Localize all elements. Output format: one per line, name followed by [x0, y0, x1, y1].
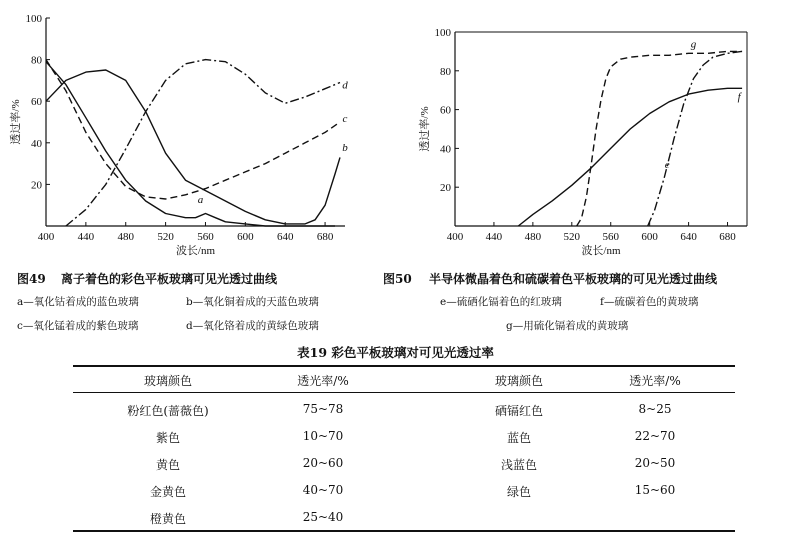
x-tick-label: 480	[117, 231, 134, 243]
table-cell: 金黄色	[149, 485, 187, 499]
x-tick-label: 480	[524, 231, 542, 243]
x-tick-label: 640	[680, 231, 697, 243]
fig49-caption-number: 图49	[17, 272, 46, 286]
x-tick-label: 640	[276, 231, 294, 243]
y-tick-label: 80	[440, 65, 451, 78]
table-header-color-1: 玻璃颜色	[143, 374, 193, 388]
y-tick-label: 60	[31, 96, 42, 109]
table-cell: 蓝色	[506, 431, 532, 445]
series-label-a: a	[197, 194, 204, 207]
series-label-e: e	[664, 158, 670, 171]
y-tick-label: 100	[25, 13, 42, 25]
series-label-f: f	[737, 90, 741, 103]
x-tick-label: 400	[37, 231, 55, 243]
series-label-d: d	[342, 79, 348, 92]
table-cell: 黄色	[155, 458, 181, 472]
fig50-legend-g: g—用硫化镉着成的黄玻璃	[506, 320, 629, 332]
fig49-caption-text: 离子着色的彩色平板玻璃可见光透过曲线	[61, 272, 278, 286]
table-cell: 10~70	[302, 429, 344, 443]
series-label-c: c	[342, 113, 348, 125]
x-tick-label: 600	[641, 231, 658, 243]
y-axis-label: 透过率/%	[10, 99, 22, 145]
series-label-g: g	[690, 38, 697, 51]
series-label-b: b	[342, 142, 348, 155]
table-cell: 橙黄色	[149, 512, 187, 526]
table-cell: 20~50	[634, 456, 676, 470]
series-line-e	[648, 51, 742, 226]
x-tick-label: 440	[485, 231, 503, 243]
y-tick-label: 40	[440, 143, 451, 156]
table-header-rate-1: 透光率/%	[297, 374, 349, 388]
x-tick-label: 440	[77, 231, 95, 243]
table-cell: 40~70	[302, 483, 344, 497]
fig50-caption-text: 半导体微晶着色和硫碳着色平板玻璃的可见光透过曲线	[429, 272, 718, 286]
table-cell: 20~60	[302, 456, 344, 470]
table-top-rule	[73, 365, 735, 367]
table-cell: 75~78	[302, 402, 344, 416]
table-bottom-rule	[73, 530, 735, 532]
fig49-legend-c: c—氧化锰着成的紫色玻璃	[17, 320, 139, 332]
table-cell: 8~25	[638, 402, 672, 416]
table-cell: 绿色	[506, 485, 532, 499]
x-axis-label: 波长/nm	[581, 245, 621, 257]
fig50-chart	[0, 0, 791, 270]
x-tick-label: 400	[446, 231, 464, 243]
fig49-legend-d: d—氧化铬着成的黄绿色玻璃	[186, 320, 319, 332]
x-tick-label: 680	[719, 231, 736, 243]
table-cell: 浅蓝色	[500, 458, 538, 472]
x-tick-label: 520	[157, 231, 174, 243]
fig50-caption-number: 图50	[383, 272, 412, 286]
fig49-legend-b: b—氧化铜着成的天蓝色玻璃	[186, 296, 319, 308]
x-tick-label: 680	[316, 231, 334, 243]
fig50-legend-e: e—硫硒化镉着色的红玻璃	[440, 296, 562, 308]
y-tick-label: 60	[440, 104, 451, 117]
table-title: 表19 彩色平板玻璃对可见光透过率	[297, 345, 494, 360]
y-tick-label: 80	[31, 54, 42, 67]
fig49-legend-a: a—氧化钴着成的蓝色玻璃	[17, 296, 139, 308]
table-cell: 25~40	[302, 510, 344, 524]
table-header-rate-2: 透光率/%	[629, 374, 681, 388]
y-tick-label: 100	[434, 27, 451, 39]
series-line-g	[577, 51, 742, 226]
x-tick-label: 520	[563, 231, 581, 243]
y-axis-label: 透过率/%	[419, 106, 431, 152]
table-header-rule	[73, 392, 735, 393]
table-cell: 粉红色(蔷薇色)	[127, 404, 209, 418]
x-tick-label: 560	[197, 231, 214, 243]
table-cell: 22~70	[634, 429, 676, 443]
x-axis-label: 波长/nm	[175, 245, 216, 257]
table-cell: 硒镉红色	[494, 404, 544, 418]
fig50-legend-f: f—硫碳着色的黄玻璃	[600, 296, 699, 308]
y-tick-label: 20	[31, 179, 42, 192]
y-tick-label: 20	[440, 182, 451, 195]
table-cell: 15~60	[634, 483, 676, 497]
y-tick-label: 40	[31, 137, 42, 150]
x-tick-label: 600	[237, 231, 254, 243]
table-header-color-2: 玻璃颜色	[494, 374, 544, 388]
series-line-f	[518, 88, 742, 226]
table-cell: 紫色	[155, 431, 181, 445]
x-tick-label: 560	[602, 231, 619, 243]
